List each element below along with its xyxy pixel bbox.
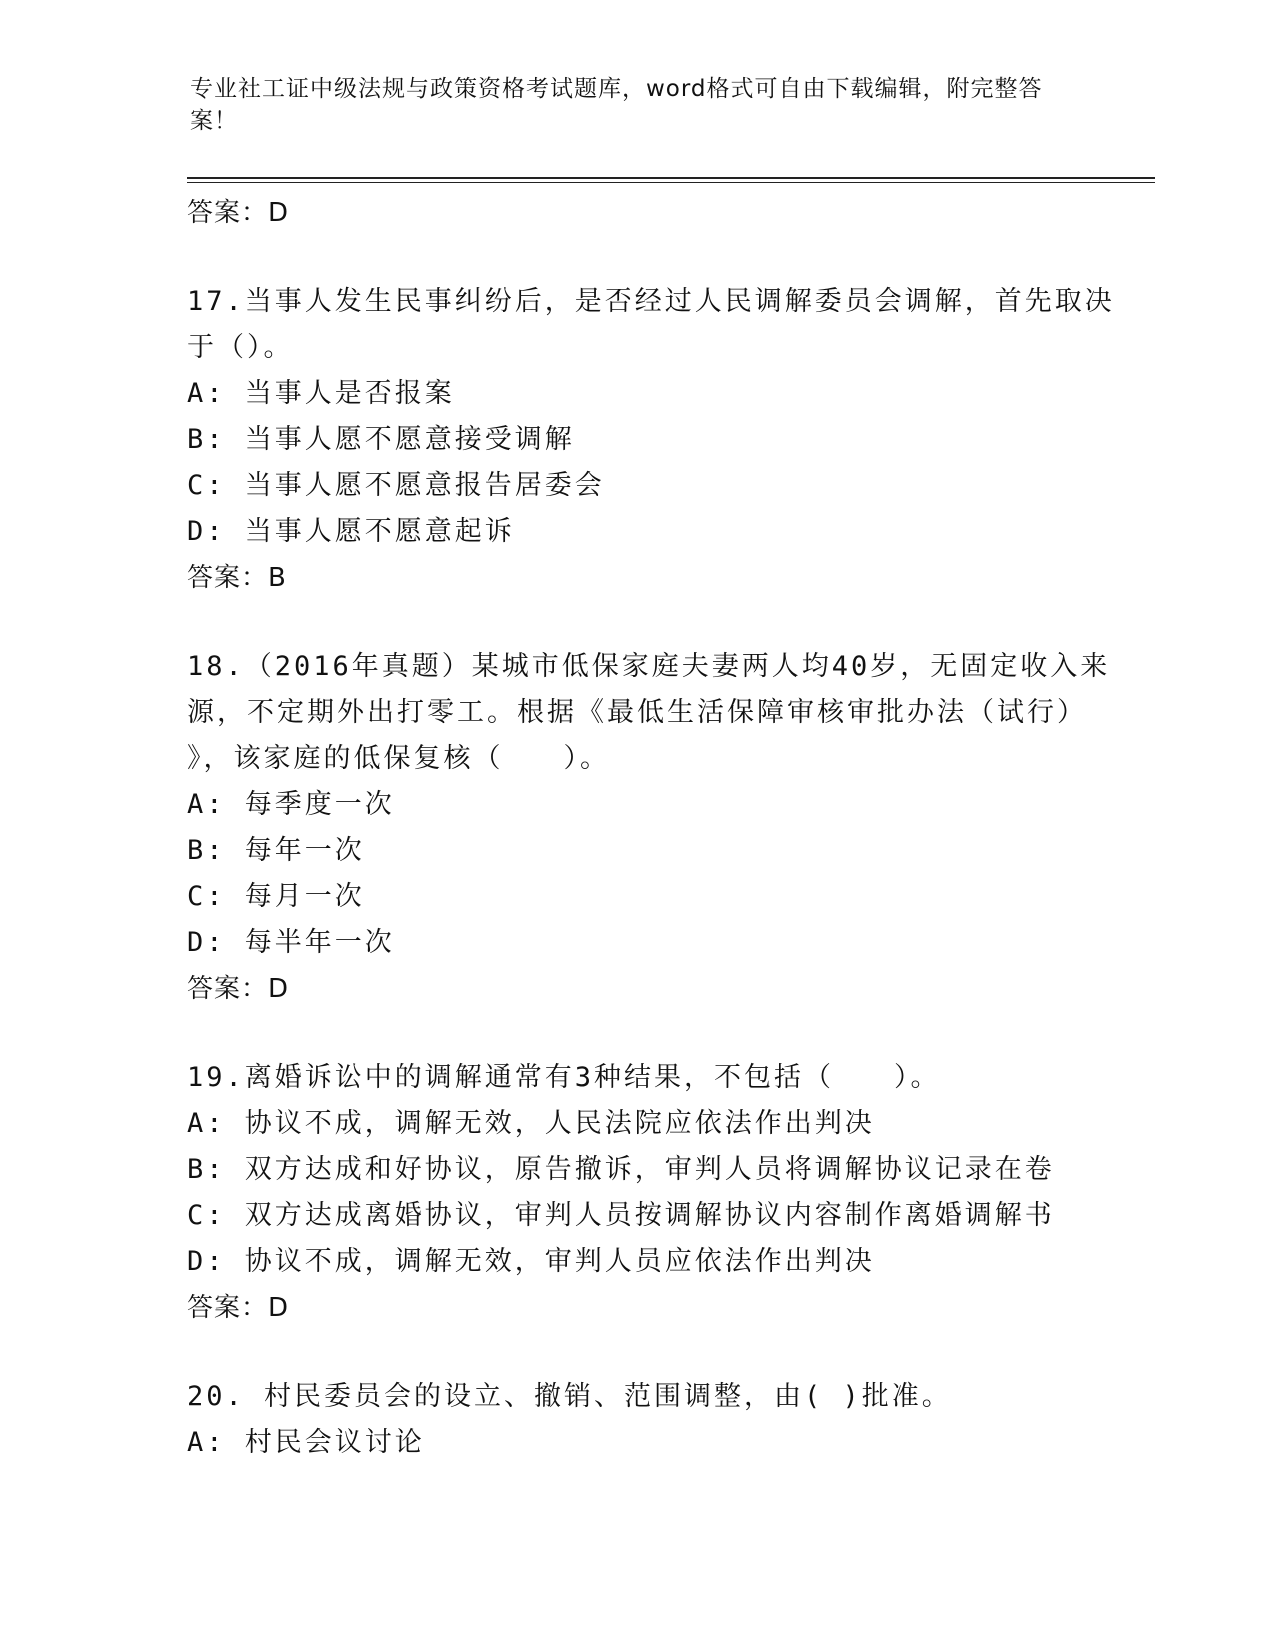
question-18-option-d: D: 每半年一次 (187, 927, 395, 958)
answer-19: 答案：D (187, 1293, 290, 1323)
question-17-option-c: C: 当事人愿不愿意报告居委会 (187, 470, 605, 501)
question-18 (187, 644, 1111, 1012)
spacer (187, 601, 1087, 644)
question-18-option-c: C: 每月一次 (187, 881, 365, 912)
question-19-option-a: A: 协议不成，调解无效，人民法院应依法作出判决 (187, 1108, 875, 1139)
question-20-option-a: A: 村民会议讨论 (187, 1427, 425, 1458)
question-17-option-b: B: 当事人愿不愿意接受调解 (187, 424, 575, 455)
spacer (187, 1012, 1087, 1055)
question-19-option-c: C: 双方达成离婚协议，审判人员按调解协议内容制作离婚调解书 (187, 1200, 1055, 1231)
question-20 (187, 1374, 1087, 1466)
page-header (190, 73, 1070, 137)
answer-18: 答案：D (187, 974, 290, 1004)
question-17-option-a: A: 当事人是否报案 (187, 378, 455, 409)
question-19 (187, 1055, 1087, 1331)
answer-17: 答案：B (187, 563, 287, 593)
answer-16: 答案：D (187, 198, 290, 228)
question-list (187, 190, 1115, 1466)
question-19-stem-line-1: 19.离婚诉讼中的调解通常有3种结果，不包括（ ）。 (187, 1062, 941, 1093)
question-18-stem-line-3: 》，该家庭的低保复核（ ）。 (187, 743, 610, 774)
question-17-stem-line-1: 17.当事人发生民事纠纷后，是否经过人民调解委员会调解，首先取决 (187, 286, 1115, 317)
header-line-2: 案！ (190, 108, 238, 134)
header-rule-thin (187, 182, 1155, 183)
question-17 (187, 279, 1115, 601)
question-18-stem-line-2: 源，不定期外出打零工。根据《最低生活保障审核审批办法（试行） (187, 697, 1087, 728)
question-20-stem-line-1: 20. 村民委员会的设立、撤销、范围调整，由( )批准。 (187, 1381, 952, 1412)
spacer (187, 1331, 1087, 1374)
question-17-option-d: D: 当事人愿不愿意起诉 (187, 516, 515, 547)
header-line-1: 专业社工证中级法规与政策资格考试题库，word格式可自由下载编辑，附完整答 (190, 76, 1043, 102)
spacer (187, 236, 1087, 279)
question-19-option-d: D: 协议不成，调解无效，审判人员应依法作出判决 (187, 1246, 875, 1277)
question-18-option-a: A: 每季度一次 (187, 789, 395, 820)
question-18-option-b: B: 每年一次 (187, 835, 365, 866)
header-rule-thick (187, 177, 1155, 179)
question-18-stem-line-1: 18.（2016年真题）某城市低保家庭夫妻两人均40岁，无固定收入来 (187, 651, 1111, 682)
question-19-option-b: B: 双方达成和好协议，原告撤诉，审判人员将调解协议记录在卷 (187, 1154, 1055, 1185)
question-17-stem-line-2: 于（）。 (187, 332, 294, 363)
